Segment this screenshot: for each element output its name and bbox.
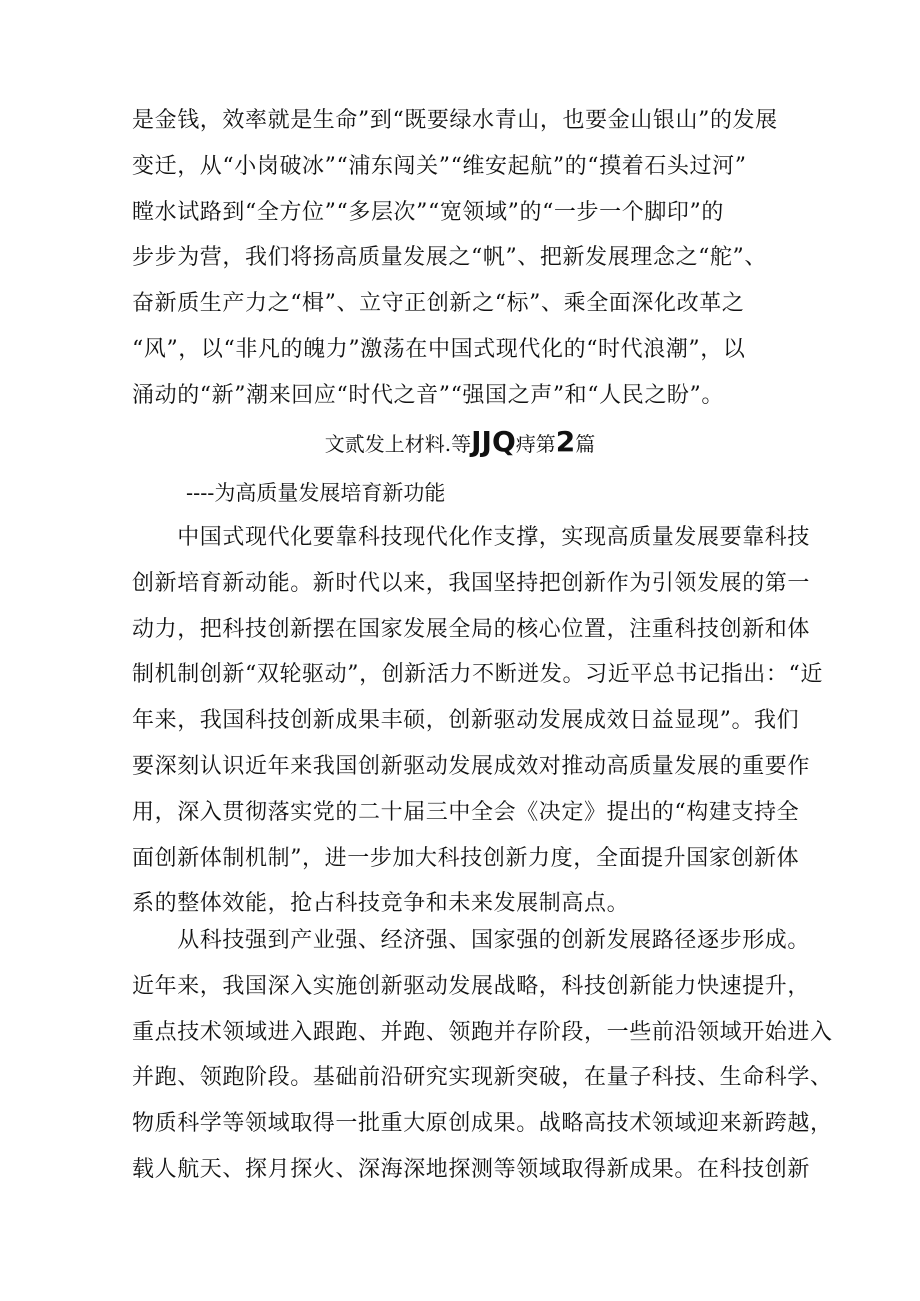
section-subtitle: ----为高质量发展培育新功能: [186, 481, 446, 505]
text-line: 近年来，我国深入实施创新驱动发展战略，科技创新能力快速提升，: [132, 973, 811, 999]
text-line: 瞠水试路到“全方位”“多层次”“宽领域”的“一步一个脚印”的: [132, 199, 724, 225]
text-line: 涌动的“新”潮来回应“时代之音”“强国之声”和“人民之盼”。: [132, 382, 724, 408]
text-line: 面创新体制机制”，进一步加大科技创新力度，全面提升国家创新体: [132, 845, 800, 871]
text-line: 奋新质生产力之“楫”、立守正创新之“标”、乘全面深化改革之: [132, 291, 745, 317]
heading-number: 2: [555, 425, 576, 458]
text-line: 重点技术领域进入跟跑、并跑、领跑并存阶段，一些前沿领域开始进入: [132, 1019, 833, 1045]
text-line: 变迁，从“小岗破冰”“浦东闯关”“维安起航”的“摸着石头过河”: [132, 153, 747, 179]
text-line: 动力，把科技创新摆在国家发展全局的核心位置，注重科技创新和体: [132, 616, 811, 642]
text-line: 创新培育新动能。新时代以来，我国坚持把创新作为引领发展的第一: [132, 570, 811, 596]
heading-text: 篇: [575, 432, 596, 456]
heading-text: 文贰发上材料.等: [324, 432, 472, 456]
body-paragraph: [132, 918, 833, 1193]
text-line: 载人航天、探月探火、深海深地探测等领域取得新成果。在科技创新: [132, 1156, 811, 1182]
body-paragraph: [132, 515, 823, 927]
text-line: 用，深入贯彻落实党的二十届三中全会《决定》提出的“构建支持全: [132, 799, 800, 825]
text-line: 要深刻认识近年来我国创新驱动发展成效对推动高质量发展的重要作: [132, 753, 811, 779]
continued-paragraph: [132, 98, 792, 419]
text-line: 系的整体效能，抢占科技竞争和未来发展制高点。: [132, 891, 630, 917]
text-line: 从科技强到产业强、经济强、国家强的创新发展路径逐步形成。: [132, 928, 811, 953]
text-line: “风”，以“非凡的魄力”激荡在中国式现代化的“时代浪潮”，以: [132, 336, 746, 362]
section-heading: [0, 419, 920, 467]
text-line: 物质科学等领域取得一批重大原创成果。战略高技术领域迎来新跨越，: [132, 1111, 833, 1137]
heading-garbled-text: JJQ: [471, 425, 516, 458]
heading-text: 痔第: [515, 432, 556, 456]
text-line: 制机制创新“双轮驱动”，创新活力不断迸发。习近平总书记指出：“近: [132, 662, 823, 688]
text-line: 并跑、领跑阶段。基础前沿研究实现新突破，在量子科技、生命科学、: [132, 1065, 833, 1091]
text-line: 是金钱，效率就是生命”到“既要绿水青山，也要金山银山”的发展: [132, 108, 778, 133]
text-line: 中国式现代化要靠科技现代化作支撑，实现高质量发展要靠科技: [132, 525, 811, 550]
text-line: 步步为营，我们将扬高质量发展之“帆”、把新发展理念之“舵”、: [132, 245, 767, 271]
text-line: 年来，我国科技创新成果丰硕，创新驱动发展成效日益显现”。我们: [132, 708, 800, 734]
